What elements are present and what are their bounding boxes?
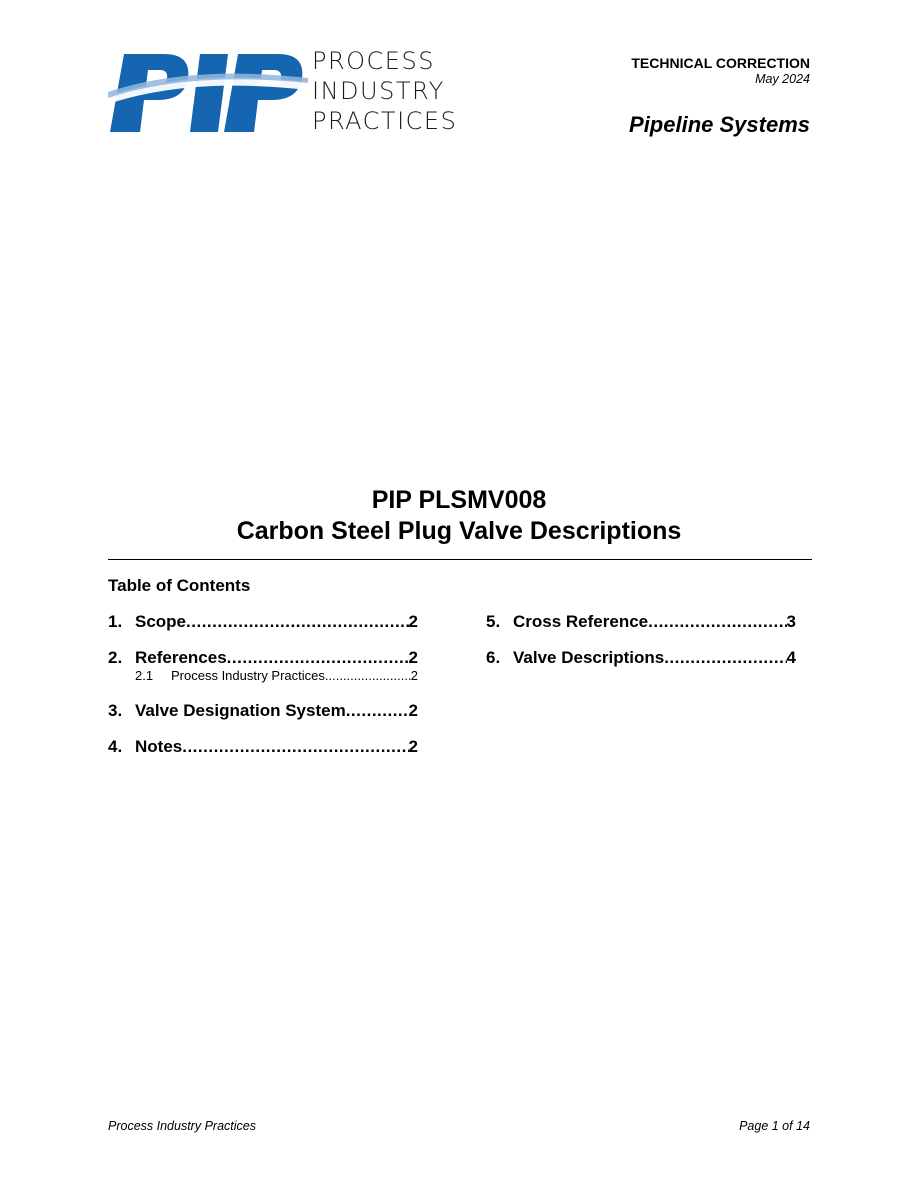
toc-subentry-number: 2.1: [135, 668, 154, 683]
document-status: TECHNICAL CORRECTION: [631, 55, 810, 71]
toc-leader: [227, 648, 409, 668]
toc-leader: [664, 648, 786, 668]
logo-wordmark: [312, 46, 457, 136]
footer-organization: Process Industry Practices: [108, 1119, 256, 1133]
footer-page-number: Page 1 of 14: [739, 1119, 810, 1133]
toc-entry-notes[interactable]: [108, 737, 418, 757]
toc-entry-label: References: [135, 648, 227, 667]
logo-word: PROCESS: [312, 47, 435, 75]
document-code: PIP PLSMV008: [371, 486, 547, 514]
toc-entry-number: 2.: [108, 648, 123, 667]
toc-entry-page: 2: [408, 737, 418, 756]
title-divider: [108, 559, 812, 560]
toc-entry-number: 6.: [486, 648, 501, 667]
toc-subentry-process-industry-practices[interactable]: [135, 668, 418, 683]
pip-logo: [108, 47, 468, 135]
toc-entry-number: 4.: [108, 737, 123, 756]
toc-subentry-label: Process Industry Practices: [171, 668, 325, 683]
toc-leader: [325, 668, 411, 683]
toc-entry-page: 2: [408, 612, 418, 631]
toc-entry-valve-designation-system[interactable]: [108, 701, 418, 721]
toc-entry-cross-reference[interactable]: [486, 612, 796, 632]
toc-entry-scope[interactable]: [108, 612, 418, 632]
toc-entry-page: 2: [408, 701, 418, 720]
toc-entry-page: 2: [408, 648, 418, 667]
toc-entry-label: Scope: [135, 612, 187, 631]
toc-entry-number: 3.: [108, 701, 123, 720]
toc-entry-label: Valve Descriptions: [513, 648, 665, 667]
logo-word: INDUSTRY: [312, 77, 445, 105]
toc-leader: [648, 612, 786, 632]
toc-heading: Table of Contents: [108, 576, 251, 595]
document-category: Pipeline Systems: [629, 112, 810, 137]
toc-entry-page: 3: [786, 612, 796, 631]
pip-logo-mark: [108, 52, 308, 134]
toc-entry-label: Notes: [135, 737, 183, 756]
toc-subentry-page: 2: [410, 668, 418, 683]
document-title: Carbon Steel Plug Valve Descriptions: [236, 517, 682, 545]
document-date: May 2024: [755, 72, 810, 86]
toc-leader: [186, 612, 409, 632]
toc-entry-number: 5.: [486, 612, 501, 631]
logo-word: PRACTICES: [312, 107, 458, 135]
toc-entry-number: 1.: [108, 612, 123, 631]
toc-leader: [346, 701, 409, 721]
toc-leader: [182, 737, 408, 757]
toc-entry-references[interactable]: [108, 648, 418, 668]
toc-entry-label: Valve Designation System: [135, 701, 346, 720]
toc-entry-valve-descriptions[interactable]: [486, 648, 796, 668]
toc-entry-label: Cross Reference: [513, 612, 649, 631]
toc-entry-page: 4: [786, 648, 796, 667]
